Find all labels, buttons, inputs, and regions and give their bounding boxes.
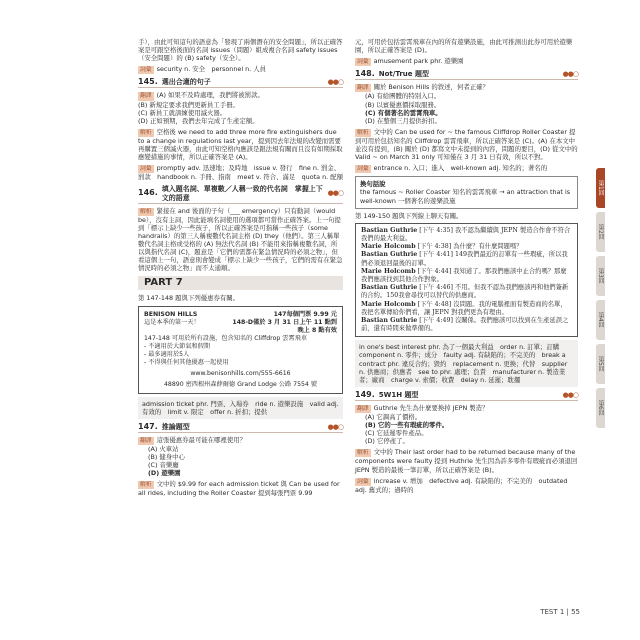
ad-name: BENISON HILLS — [144, 310, 198, 318]
tab-test-5[interactable]: 第5回 — [596, 344, 605, 384]
ad-vocab: admission ticket phr. 門票、入場券 ride n. 遊樂設施 valid adj. 有效的 limit v. 限定 offer n. 折扣；提供 — [138, 397, 343, 419]
tab-test-3[interactable]: 第3回 — [596, 256, 605, 296]
right-column — [355, 38, 578, 497]
ad-slogan: 這是本季的第一天！ — [144, 318, 200, 326]
chat-vocab: in one's best interest phr. 為了一個最大利益 order n. 訂單；訂購 component n. 零件；成分 faulty adj. 有缺陷的；不完美的 break a contract phr. 違反合約；毀約 replacement n. 更換；代替 supplier n. 供應商；供應者 see to phr. 處理；負責 manufacturer n. 製造業者；廠商 charge v. 索價；收費 delay n. 延遲；耽擱 — [355, 340, 578, 386]
ad-address: 48890 密西根州森薛爾德 Grand Lodge 公路 7554 號 — [163, 380, 318, 388]
tab-test-2[interactable]: 第2回 — [596, 212, 605, 252]
page-footer: TEST 1 | 55 — [540, 608, 580, 616]
difficulty-dots: ●●○ — [327, 422, 343, 431]
q147-explanation: 解析 文中的 $9.99 for each admission ticket 與 Can be used for all rides, including the Roller Coaster 提到每張門票 9.99 — [138, 480, 340, 498]
q147-translation: 翻譯 這張優惠券最可能在哪裡使用？ (A) 火車站 (B) 健身中心 (C) 音樂廳 (D) 遊樂園 — [140, 435, 247, 478]
q149-header: 149. 5W1H 題型 ●●○ — [355, 391, 578, 401]
q148-header: 148. Not/True 題型 ●●○ — [355, 70, 578, 80]
chat-message: Bastian Guthrie [下午 4:49] 沒關係。我們應該可以找到在生產延誤之前，還有時間來做準備的。 — [361, 316, 569, 333]
q145-explanation: 解析 空格後 we need to add three more fire extinguishers due to a change in regulations last year，提到因去年法規的改變而需要再購置三個滅火器，由此可知空格內應該是跟法規有關而且沒有如期採取應變措施的事情，所以正確答案是 (A)。 — [138, 127, 343, 162]
chat-intro: 第 149-150 題與下列線上聊天有關。 — [355, 211, 463, 220]
ad-note2: 148-D僅於 3 月 31 日上午 11 點到 — [232, 318, 337, 326]
top-vocab: 詞彙 amusement park phr. 遊樂園 — [357, 57, 464, 66]
label-vocab: 詞彙 — [140, 67, 152, 74]
ad-list: 147-148 可用於所有設施，包含知名的 Cliffdrop 雲霄飛車 - 不適用於大節氣和假期 - 最多適用於5人 - 不得與任何其他優惠一起使用 — [144, 334, 308, 366]
q148-explanation: 解析 文中的 Can be used for ~ the famous Cliffdrop Roller Coaster 提到可用於包括知名的 Cliffdrop 雲霄飛車，所以正確答案是 (C)。(A) 在本文中並沒有提到，(B) 關於 (D) 都寫文中未提到的內容，問題的要目，(D) 從文中的 Valid ~ on March 31 only 可知僅在 3 月 31 日有效，所以不對。 — [355, 127, 578, 162]
q148-vocab: 詞彙 entrance n. 入口；進入 well-known adj. 知名的；著名的 — [357, 164, 548, 173]
chat-message: Marie Holcomb [下午 4:48] 沒問題。我的電腦裡面有製造商的名單，我把名單傳給你們看，讓 JEPN 對我們更為有理由。 — [361, 300, 567, 316]
intro-vocab: 詞彙 security n. 安全 personnel n. 人員 — [140, 65, 267, 74]
q145-header: 145. 選出合適的句子 ●●○ — [138, 78, 343, 88]
chapter-tabs — [596, 168, 610, 432]
difficulty-dots: ●●○ — [327, 189, 343, 198]
left-column — [138, 38, 343, 500]
tab-test-4[interactable]: 第4回 — [596, 300, 605, 340]
q149-translation: 翻譯 Guthrie 先生為什麼要換掉 JEPN 製造？ (A) 它調高了價格。 (B) 它的一些有瑕疵的零件。 (C) 它延遲零件產品。 (D) 它停產了。 — [357, 403, 489, 446]
q148-translation: 翻譯 關於 Benison Hills 的敘述，何者正確？ (A) 有給團體的特別入口。 (B) 以賓優惠價採取服務。 (C) 有個著名的雲霄飛車。 (D) 在整個三月提供折扣。 — [357, 83, 489, 125]
chat-message: Marie Holcomb [下午 4:44] 我知道了。那我們應該中止合約嗎？那麼我們應該找到其他合作對象。 — [361, 267, 567, 283]
chat-message: Bastian Guthrie [下午 4:41] 149我們最近的訂單有一些瑕疵，所以我們必須退回最後的訂單。 — [361, 251, 568, 267]
difficulty-dots: ●●○ — [562, 70, 578, 79]
q145-vocab: 詞彙 promptly adv. 迅速地；及時地 issue v. 發行 fine n. 罰金、罰款 handbook n. 手冊、指南 meet v. 符合、滿足 quota n. 配額 — [138, 164, 343, 182]
tab-test-6[interactable]: 第6回 — [596, 388, 605, 428]
part7-intro: 第 147-148 題與下列優惠券有關。 — [138, 294, 240, 303]
chat-message: Bastian Guthrie [下午 4:35] 我不認為繼續與 JEPN 製造合作會不符合我們的最大利益。 — [361, 226, 571, 242]
book-page — [20, 18, 610, 628]
chat-message: Marie Holcomb [下午 4:38] 為什麼？有什麼問題嗎？ — [361, 243, 523, 251]
q146-header: 146. 填入題名詞、單複數／人稱一致的代名詞 掌握上下文的語意 ●●○ — [138, 185, 343, 203]
part7-heading: PART 7 — [138, 276, 343, 290]
difficulty-dots: ●●○ — [327, 78, 343, 87]
ad-website: www.benisonhills.com/555-6616 — [190, 369, 291, 377]
q149-vocab: 詞彙 increase v. 增加 defective adj. 有缺陷的；不完美的 outdated adj. 舊式的；過時的 — [355, 476, 568, 494]
chat-transcript — [355, 223, 578, 338]
difficulty-dots: ●●○ — [562, 390, 578, 399]
q147-header: 147. 推論題型 ●●○ — [138, 423, 343, 433]
ad-note1: 147每個門票 9.99 元 — [273, 310, 337, 318]
coupon-ad — [138, 306, 343, 394]
top-text: 元，可用於包括雲霄飛車在內的所有遊樂設施，由此可推測出此券可用於遊樂園，所以正確答案是 (D)。 — [355, 38, 573, 55]
q145-translation: 翻譯 (A) 如果不及時處理，我們將被罰款。 (B) 新規定要求我們更新員工手冊。 (C) 新員工就訓練使用滅火器。 (D) 正如預期，我們去年完成了生產定額。 — [138, 91, 264, 125]
ad-note3: 晚上 8 點有效 — [297, 326, 337, 334]
q149-explanation: 解析 文中的 Their last order had to be returned because many of the components were faulty 提到 Huthrie 先生因為許多零件有瑕疵而必須退回 JEPN 製造的最後一筆訂單，所以正確答案是 (B)。 — [355, 448, 578, 474]
tab-test-1[interactable]: 第1回 — [596, 168, 605, 208]
q146-explanation: 解析 緊接在 and 後面的子句（___ emergency）只有動詞（would be），沒有主詞，因此能填名詞使用的選項都可當作正確答案。上一句提到「標示上缺少一些孩子，所以正確答案是可指稱一些孩子（some handrails）的第三人稱複數代名詞主格 (D) they（他們）。第三人稱單數代名詞主格或受格的 (A) 無法代名詞 (B) 不能用來指稱複數名詞，所以與指代名詞 (C)，題意是「它們的需都在緊急情況時的必須之物」，但看這個上一句，語意則會變成「標示上缺少一些孩子，它們的需有在緊急情況時的必須之物」而不太通順。 — [138, 206, 343, 273]
intro-text: 手），由此可知這句的語意為「發現了兩個潛在的安全問題」，所以正確答案是可跟空格後面的名詞 issues（問題）組成複合名詞 safety issues（安全問題）的 (B) safety（安全）。 — [138, 38, 343, 63]
paraphrase-box: 換句話說 the famous ~ Roller Coaster 知名的雲霄飛車 → an attraction that is well-known 一個著名的遊樂設施 — [355, 176, 578, 208]
chat-message: Bastian Guthrie [下午 4:46] 不用。但我不認為我們應該再和他們簽新的合約。150我會尋找可以替代的供應商。 — [361, 284, 569, 300]
